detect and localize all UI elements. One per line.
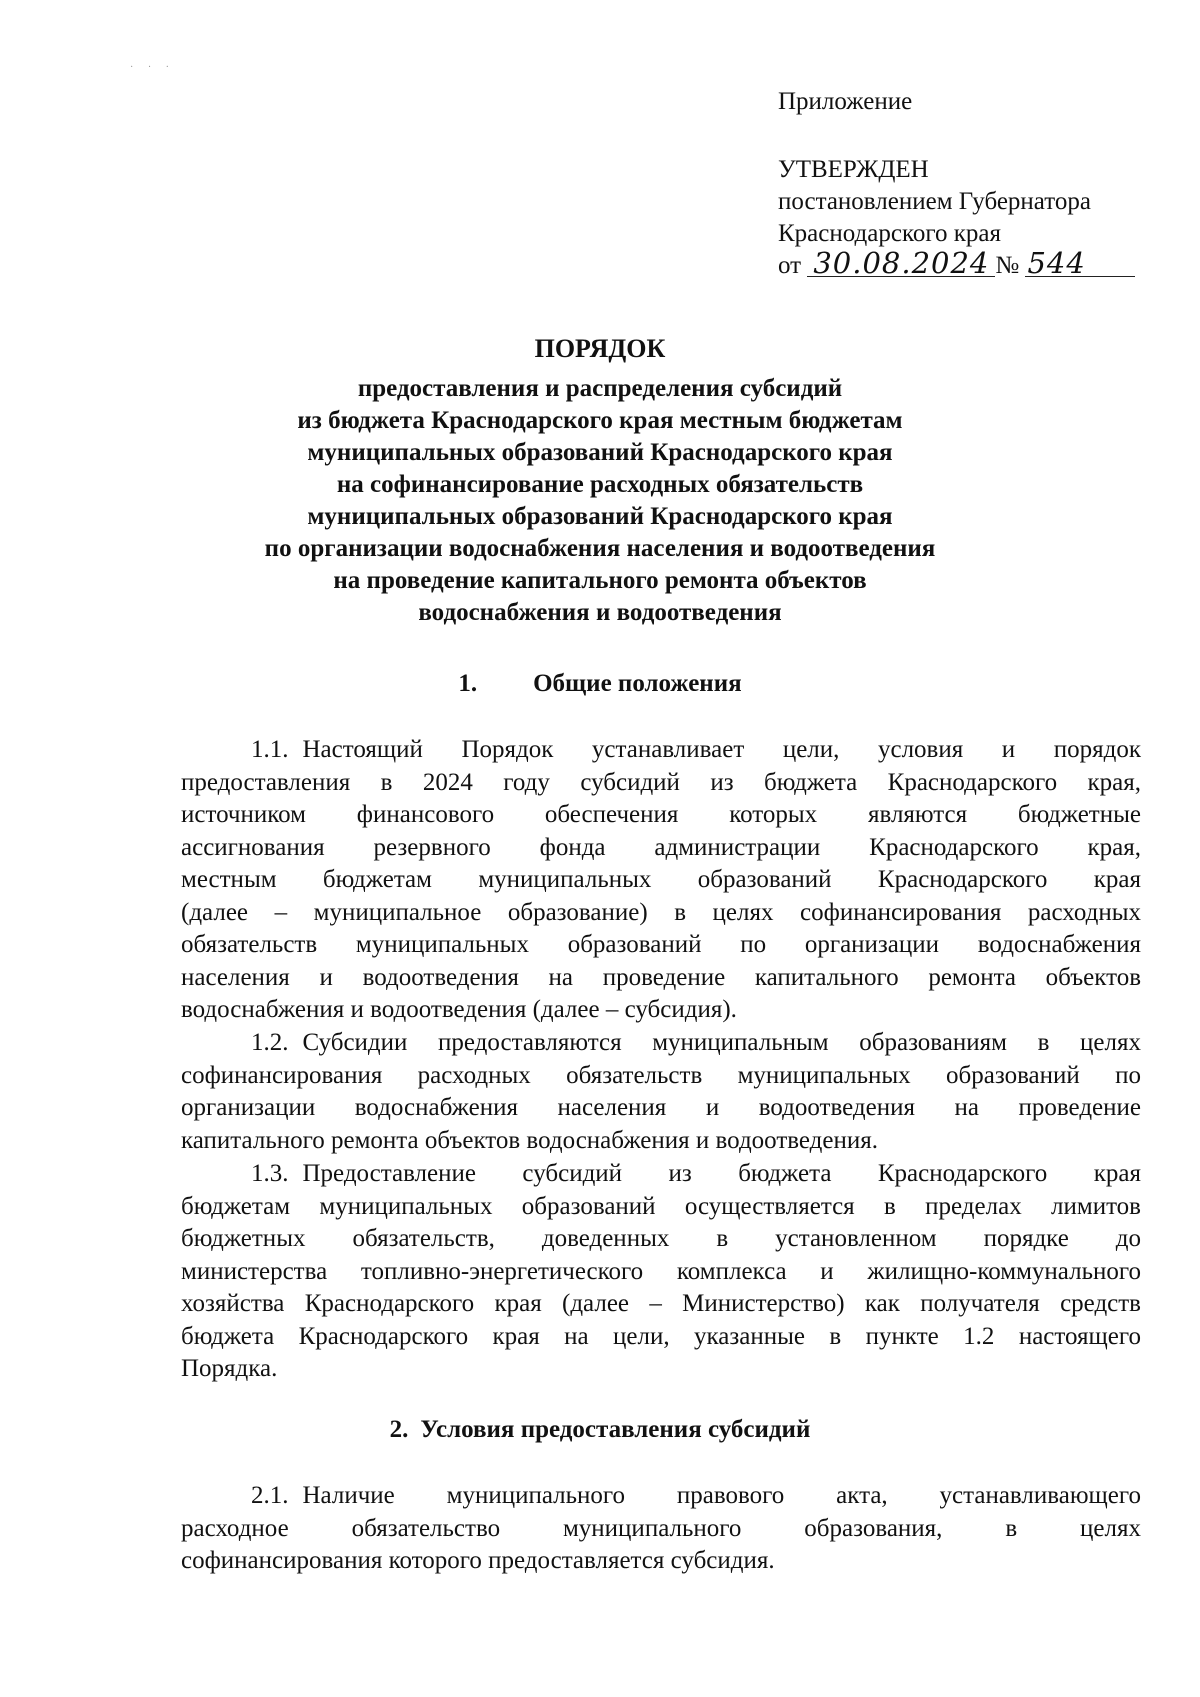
title-line: предоставления и распределения субсидий (357, 375, 843, 402)
paragraph-text: Предоставление субсидий из бюджета Краснодарского края (302, 1160, 1141, 1187)
paragraph-line: капитального ремонта объектов водоснабжения и водоотведения. (181, 1126, 879, 1154)
paragraph-line: софинансирования расходных обязательств муниципальных образований по (181, 1061, 1141, 1089)
paragraph-line: обязательств муниципальных образований по организации водоснабжения (181, 931, 1141, 958)
paragraph-line: бюджетам муниципальных образований осуществляется в пределах лимитов (181, 1192, 1141, 1220)
paragraph-line: хозяйства Краснодарского края (далее – Министерство) как получателя средств (181, 1290, 1141, 1317)
from-label: от (778, 252, 802, 279)
paragraph-1-3 (181, 1158, 1141, 1386)
paragraph-number: 2.1. (251, 1482, 289, 1509)
section-1-title: Общие положения (533, 670, 742, 697)
paragraph-number: 1.3. (251, 1160, 289, 1187)
paragraph-line: софинансирования которого предоставляется субсидия. (181, 1547, 775, 1574)
paragraph-1-1 (181, 734, 1141, 1027)
title-line: водоснабжения и водоотведения (418, 599, 782, 626)
title-line: из бюджета Краснодарского края местным бюджетам (297, 407, 903, 434)
appendix-label: Приложение (778, 88, 913, 115)
title-line: муниципальных образований Краснодарского края (307, 503, 893, 530)
paragraph-line: местным бюджетам муниципальных образований Краснодарского края (181, 866, 1141, 893)
paragraph-line: расходное обязательство муниципального образования, в целях (181, 1514, 1141, 1542)
number-label: № (995, 252, 1020, 279)
document-title: ПОРЯДОК (534, 334, 666, 363)
paragraph-line: министерства топливно-энергетического комплекса и жилищно-коммунального (181, 1257, 1141, 1285)
paragraph-line: источником финансового обеспечения которых являются бюджетные (181, 801, 1141, 828)
paragraph-number: 1.2. (251, 1029, 289, 1056)
document-title-block (140, 333, 1060, 629)
handwritten-number: 544 (1025, 250, 1135, 277)
title-line: на софинансирование расходных обязательств (336, 471, 864, 498)
title-line: муниципальных образований Краснодарского края (307, 439, 893, 466)
paragraph-line (181, 1480, 1141, 1513)
paragraph-line: бюджета Краснодарского края на цели, указанные в пункте 1.2 настоящего (181, 1322, 1141, 1350)
paragraph-2-1 (181, 1480, 1141, 1578)
paragraph-line: бюджетных обязательств, доведенных в установленном порядке до (181, 1225, 1141, 1252)
paragraph-number: 1.1. (251, 736, 289, 763)
approved-by-line-2: Краснодарского края (778, 220, 1001, 247)
section-2-title: Условия предоставления субсидий (420, 1416, 811, 1443)
approved-by-line-1: постановлением Губернатора (778, 188, 1091, 215)
paragraph-1-2 (181, 1027, 1141, 1157)
paragraph-line (181, 734, 1141, 767)
section-2-heading (140, 1414, 1060, 1446)
paragraph-line: (далее – муниципальное образование) в целях софинансирования расходных (181, 898, 1141, 926)
title-line: по организации водоснабжения населения и водоотведения (264, 535, 936, 562)
approval-block (778, 86, 1178, 282)
section-1-number: 1. (458, 670, 478, 697)
paragraph-line: предоставления в 2024 году субсидий из бюджета Краснодарского края, (181, 768, 1141, 796)
paragraph-text: Субсидии предоставляются муниципальным образованиям в целях (302, 1029, 1141, 1056)
handwritten-date: 30.08.2024 (807, 250, 995, 277)
paragraph-text: Наличие муниципального правового акта, устанавливающего (302, 1482, 1141, 1509)
section-2-number: 2. (389, 1416, 409, 1443)
section-1-heading (140, 668, 1060, 700)
paragraph-line (181, 1027, 1141, 1060)
paragraph-line: Порядка. (181, 1355, 278, 1382)
paragraph-line: ассигнования резервного фонда администрации Краснодарского края, (181, 833, 1141, 861)
paragraph-line: водоснабжения и водоотведения (далее – субсидия). (181, 996, 737, 1023)
title-line: на проведение капитального ремонта объектов (333, 567, 867, 594)
paragraph-line (181, 1158, 1141, 1191)
paragraph-line: населения и водоотведения на проведение капитального ремонта объектов (181, 963, 1141, 991)
paragraph-text: Настоящий Порядок устанавливает цели, условия и порядок (302, 736, 1141, 763)
scan-artifact: · · · (130, 62, 175, 73)
approved-label: УТВЕРЖДЕН (778, 156, 929, 183)
paragraph-line: организации водоснабжения населения и водоотведения на проведение (181, 1094, 1141, 1121)
date-number-line (778, 246, 1178, 282)
